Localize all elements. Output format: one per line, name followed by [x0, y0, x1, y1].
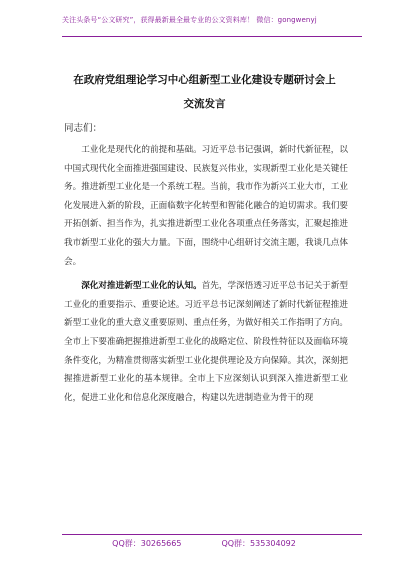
footer-qq-group-1: QQ群：30265665 — [112, 539, 182, 548]
header-banner: 关注头条号“公文研究”，获得最新最全最专业的公文资料库！ 微信：gongwenyj — [62, 16, 317, 24]
salutation: 同志们： — [64, 123, 103, 134]
document-body — [64, 141, 348, 407]
document-title-line-2: 交流发言 — [183, 98, 226, 110]
document-title-line-1: 在政府党组理论学习中心组新型工业化建设专题研讨会上 — [73, 74, 336, 86]
document-title — [52, 68, 357, 116]
footer-qq-group-2: QQ群：535304092 — [221, 539, 296, 548]
body-paragraph-1: 工业化是现代化的前提和基础。习近平总书记强调，新时代新征程，以中国式现代化全面推进强国建设、民族复兴伟业，实现新型工业化是关键任务。推进新型工业化是一个系统工程。当前，我市作为新兴工业大市，工业化发展进入新的阶段，正面临数字化转型和智能化融合的迫切需求。我们要开拓创新、担当作为，扎实推进新型工业化各项重点任务落实，汇聚起推进我市新型工业化的强大力量。下面，围绕中心组研讨交流主题，我谈几点体会。 — [64, 145, 348, 267]
footer — [0, 538, 408, 550]
paragraph-2-text: 首先，学深悟透习近平总书记关于新型工业化的重要指示、重要论述。习近平总书记深刻阐述了新时代新征程推进新型工业化的重大意义重要原则、重点任务，为做好相关工作指明了方向。全市上下要准确把握推进新型工业化的战略定位、阶段性特征以及面临环境条件变化，为精准贯彻落实新型工业化提供理论及方向保障。其次，深刻把握推进新型工业化的基本规律。全市上下应深刻认识到深入推进新型工业化，促进工业化和信息化深度融合，构建以先进制造业为骨干的现 — [64, 281, 348, 403]
header-divider — [62, 36, 362, 37]
paragraph-2-heading: 深化对推进新型工业化的认知。 — [81, 281, 202, 292]
footer-divider — [62, 534, 362, 535]
body-paragraph-2 — [64, 277, 348, 407]
